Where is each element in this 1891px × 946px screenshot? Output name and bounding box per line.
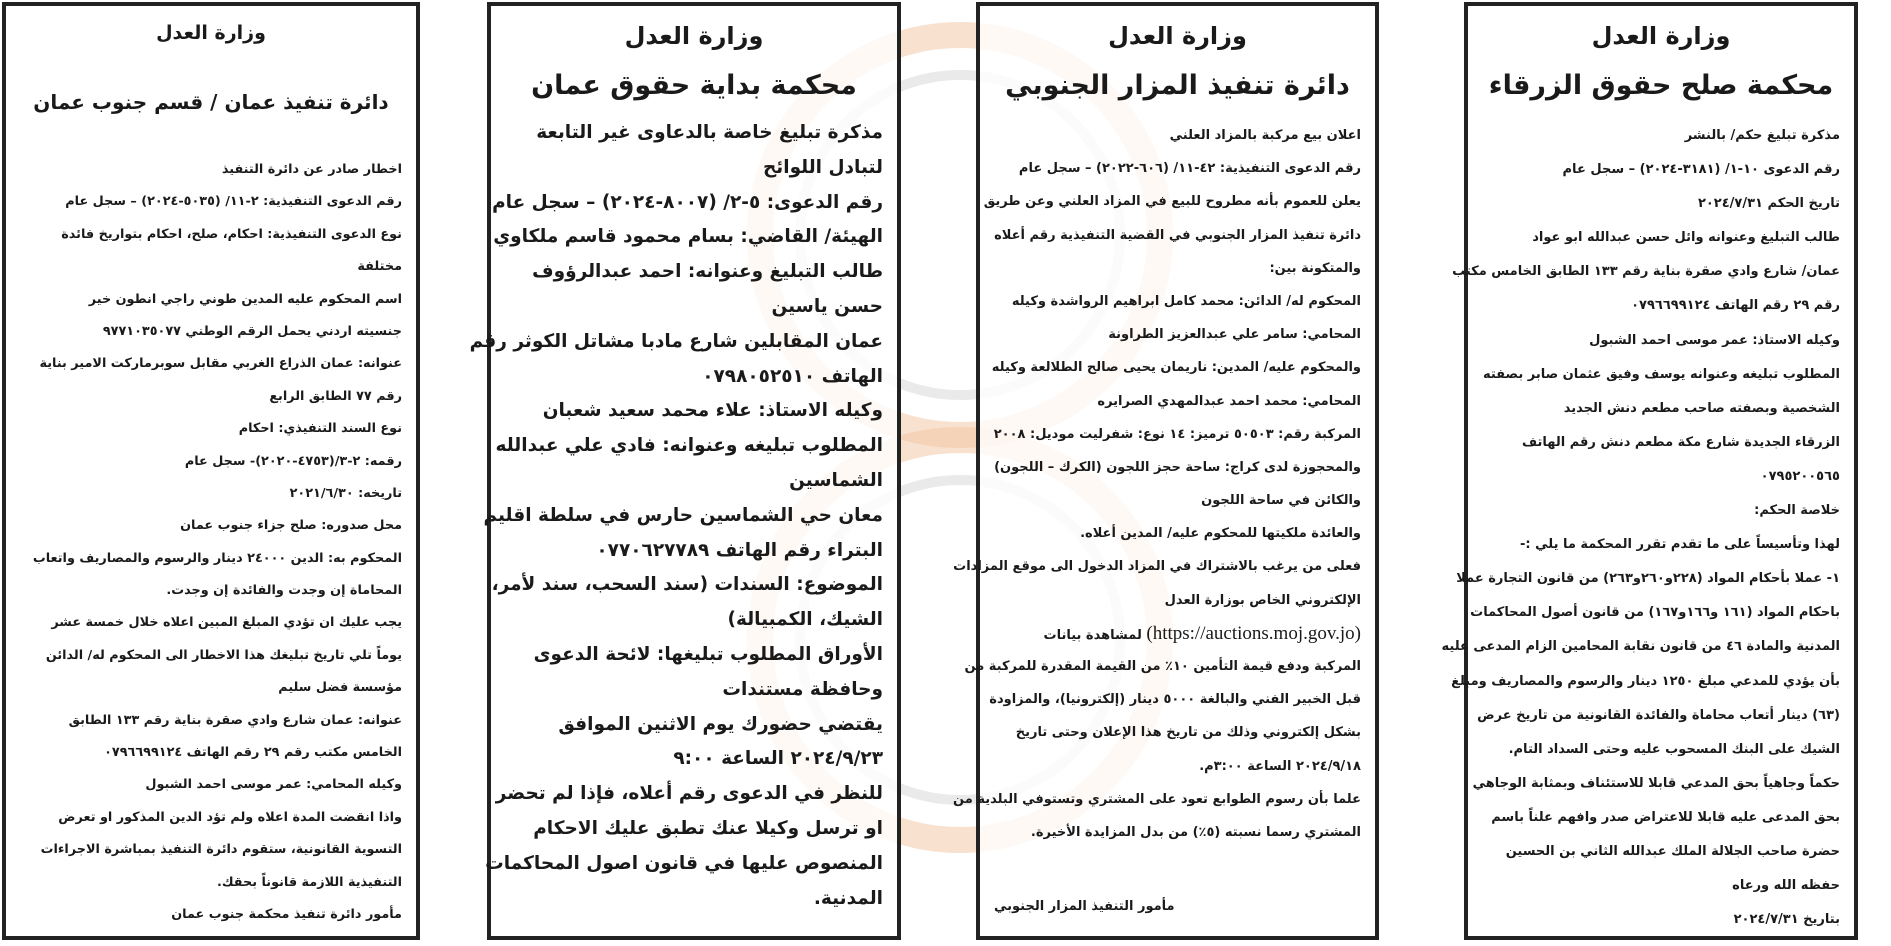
notice-line: وكيله الاستاذ: علاء محمد سعيد شعبان bbox=[542, 400, 883, 422]
notice-line: رقم ٧٧ الطابق الرابع bbox=[269, 388, 402, 404]
notice-line: الهاتف ٠٧٩٨٠٥٢٥١٠ bbox=[702, 365, 883, 387]
notice-line: (https://auctions.moj.gov.jo) لمشاهدة بيانات bbox=[1043, 622, 1361, 644]
notice-mazar-auction bbox=[953, 2, 1379, 940]
notice-line: المنصوص عليها في قانون اصول المحاكمات bbox=[485, 852, 883, 874]
notice-line: بتاريخ ٢٠٢٤/٧/٣١ bbox=[1733, 912, 1840, 928]
notice-line: للنظر في الدعوى رقم أعلاه، فإذا لم تحضر bbox=[495, 783, 883, 805]
notice-line: مذكرة تبليغ حكم/ بالنشر bbox=[1684, 128, 1840, 143]
notice-line: يوماً تلي تاريخ تبليغك هذا الاخطار الى المحكوم له/ الدائن bbox=[45, 647, 402, 663]
notice-ministry-title: وزارة العدل bbox=[624, 22, 764, 50]
notice-line: الشخصية وبصفته صاحب مطعم دنش الجديد bbox=[1563, 400, 1840, 416]
notice-line: والمتكونة بين: bbox=[1269, 260, 1361, 276]
notice-line: جنسيته اردني يحمل الرقم الوطني ٩٧٧١٠٣٥٠٧٧ bbox=[102, 323, 402, 339]
notice-line: اخطار صادر عن دائرة التنفيذ bbox=[221, 162, 402, 177]
notice-line: عمان/ شارع وادي صقرة بناية رقم ١٣٣ الطابق الخامس مكتب bbox=[1452, 264, 1840, 280]
notice-line: المحاماة إن وجدت والفائدة إن وجدت. bbox=[166, 583, 402, 599]
notice-line: طالب التبليغ وعنوانه: احمد عبدالرؤوف bbox=[532, 261, 883, 283]
notice-line: مؤسسة فضل سليم bbox=[278, 680, 402, 696]
notice-line: يجب عليك ان تؤدي المبلغ المبين اعلاه خلال خمسة عشر bbox=[51, 615, 402, 631]
notice-line: مأمور دائرة تنفيذ محكمة جنوب عمان bbox=[171, 906, 402, 922]
notice-line: نوع الدعوى التنفيذية: احكام، صلح، احكام بتواريخ فائدة bbox=[61, 226, 402, 242]
notice-line: عمان المقابلين شارع مادبا مشاتل الكوثر رقم bbox=[469, 330, 883, 352]
notice-line: رقم الدعوى ١٠-١/ (٣١٨١-٢٠٢٤) – سجل عام bbox=[1562, 162, 1840, 178]
notice-line: الشيك، الكمبيالة) bbox=[727, 609, 883, 631]
notice-line: التنفيذية اللازمة قانوناً بحقك. bbox=[217, 874, 402, 890]
notice-line: رقمه: ٢-٣/(٤٧٥٣-٢٠٢٠)- سجل عام bbox=[184, 453, 402, 469]
notice-line: حسن ياسين bbox=[771, 295, 883, 317]
notice-line: قبل الخبير الفني والبالغة ٥٠٠٠ دينار (إلكترونيا)، والمزاودة bbox=[989, 692, 1361, 708]
notice-line: علما بأن رسوم الطوابع تعود على المشتري وتستوفي البلدية من bbox=[953, 791, 1361, 807]
notice-ministry-title: وزارة العدل bbox=[156, 22, 266, 44]
notice-line: حفظه الله ورعاه bbox=[1732, 878, 1840, 894]
notice-line: لتبادل اللوائح bbox=[762, 156, 883, 178]
notice-ministry-title: وزارة العدل bbox=[1591, 22, 1731, 50]
notice-line: ٢٠٢٤/٩/١٨ الساعة ٣:٠٠م. bbox=[1199, 758, 1361, 774]
notice-line: المحامي: محمد احمد عبدالمهدي الصرايره bbox=[1097, 393, 1361, 409]
notice-line: الهيئة/ القاضي: بسام محمود قاسم ملكاوي bbox=[493, 226, 883, 248]
notice-line: والمحكوم عليه/ المدين: ناريمان يحيى صالح الطلالعة وكيله bbox=[991, 360, 1361, 376]
notice-line: الشماسين bbox=[789, 469, 883, 491]
notice-line: المركبة ودفع قيمة التأمين ١٠٪ من القيمة المقدرة للمركبة من bbox=[964, 659, 1361, 674]
notice-line: حضرة صاحب الجلالة الملك عبدالله الثاني بن الحسين bbox=[1505, 843, 1840, 859]
notice-body bbox=[953, 119, 1361, 849]
notice-line: بحق المدعى عليه قابلا للاعتراض صدر وافهم علناً باسم bbox=[1491, 809, 1840, 825]
notice-line: مختلفة bbox=[357, 259, 402, 275]
notice-line: بأن يؤدي للمدعي مبلغ ١٢٥٠ دينار والرسوم والمصاريف ومبلغ bbox=[1451, 673, 1840, 689]
notice-body bbox=[20, 154, 402, 931]
notice-line: تاريخ الحكم ٢٠٢٤/٧/٣١ bbox=[1697, 196, 1840, 212]
notice-line: المحامي: سامر علي عبدالعزيز الطراونة bbox=[1108, 327, 1361, 343]
notice-line: اسم المحكوم عليه المدين طوني راجي انطون خير bbox=[88, 291, 402, 307]
notice-line: لهذا وتأسيساً على ما تقدم تقرر المحكمة ما يلي :- bbox=[1519, 537, 1840, 553]
notice-line: المطلوب تبليغه وعنوانه: فادي علي عبدالله bbox=[495, 435, 883, 457]
notice-line: الأوراق المطلوب تبليغها: لائحة الدعوى bbox=[533, 643, 883, 665]
notice-line: الزرقاء الجديدة شارع مكة مطعم دنش رقم الهاتف bbox=[1522, 434, 1840, 450]
notice-body bbox=[1441, 119, 1840, 937]
notice-line: المشتري رسما نسبته (٥٪) من بدل المزايدة الأخيرة. bbox=[1030, 824, 1361, 840]
notice-line: رقم الدعوى التنفيذية: ٢-١١/ (٥٠٣٥-٢٠٢٤) – سجل عام bbox=[65, 194, 402, 210]
notice-line: والعائدة ملكيتها للمحكوم عليه/ المدين أعلاه. bbox=[1080, 526, 1361, 542]
notice-line: خلاصة الحكم: bbox=[1754, 503, 1840, 519]
notice-line: نوع السند التنفيذي: احكام bbox=[238, 421, 402, 437]
notice-line: ٢٠٢٤/٩/٢٣ الساعة ٩:٠٠ bbox=[673, 748, 883, 770]
notice-line: المدنية والمادة ٤٦ من قانون نقابة المحامين الزام المدعى عليه bbox=[1441, 639, 1840, 655]
notice-body bbox=[469, 115, 883, 915]
notice-line: ٠٧٩٥٢٠٠٥٦٥ bbox=[1760, 468, 1840, 484]
notice-line: التسوية القانونية، ستقوم دائرة التنفيذ بمباشرة الاجراءات bbox=[40, 842, 402, 858]
notice-line: وكيله المحامي: عمر موسى احمد الشبول bbox=[145, 777, 402, 793]
notice-line: دائرة تنفيذ المزار الجنوبي في القضية التنفيذية رقم أعلاه bbox=[994, 227, 1361, 243]
notice-line: الإلكتروني الخاص بوزارة العدل bbox=[1164, 592, 1361, 608]
notice-line: حكماً وجاهياً بحق المدعي قابلا للاستئناف وبمثابة الوجاهي bbox=[1472, 775, 1840, 791]
notice-line: طالب التبليغ وعنوانه وائل حسن عبدالله ابو عواد bbox=[1532, 230, 1840, 246]
notice-line: رقم الدعوى التنفيذية: ٤٢-١١/ (٦٠٦-٢٠٢٢) – سجل عام bbox=[1018, 161, 1361, 177]
notice-line: تاريخه: ٢٠٢١/٦/٣٠ bbox=[289, 485, 402, 501]
notice-signature: مأمور التنفيذ المزار الجنوبي bbox=[994, 899, 1175, 914]
notice-line: المطلوب تبليغه وعنوانه يوسف وفيق عثمان صابر بصفته bbox=[1482, 366, 1840, 382]
notice-heading: دائرة تنفيذ المزار الجنوبي bbox=[1005, 70, 1350, 101]
notice-line: البتراء رقم الهاتف ٠٧٧٠٦٢٧٧٨٩ bbox=[596, 539, 883, 561]
notice-line: رقم الدعوى: ٥-٢/ (٨٠٠٧-٢٠٢٤) – سجل عام bbox=[492, 191, 883, 213]
notice-line: وحافظة مستندات bbox=[722, 678, 883, 700]
notice-line: معان حي الشماسين حارس في سلطة اقليم bbox=[483, 504, 883, 526]
notice-heading: محكمة بداية حقوق عمان bbox=[531, 70, 857, 101]
notice-line: الخامس مكتب رقم ٢٩ رقم الهاتف ٠٧٩٦٦٩٩١٢٤ bbox=[104, 745, 402, 761]
notice-line: والكائن في ساحة اللجون bbox=[1201, 493, 1361, 509]
notice-line: بشكل إلكتروني وذلك من تاريخ هذا الإعلان وحتى تاريخ bbox=[1015, 725, 1361, 741]
notice-heading: دائرة تنفيذ عمان / قسم جنوب عمان bbox=[33, 90, 389, 114]
notice-line: المحكوم له/ الدائن: محمد كامل ابراهيم الرواشدة وكيله bbox=[1011, 293, 1361, 309]
notice-line: المدنية. bbox=[813, 887, 883, 909]
auction-url-link[interactable]: (https://auctions.moj.gov.jo) bbox=[1146, 622, 1361, 644]
notice-line: محل صدوره: صلح جزاء جنوب عمان bbox=[180, 518, 402, 534]
notice-ministry-title: وزارة العدل bbox=[1108, 22, 1247, 50]
notice-line: المركبة رقم: ٥٠٥٠٣ ترميز: ١٤ نوع: شفرليت موديل: ٢٠٠٨ bbox=[993, 426, 1361, 442]
notice-line: يقتضي حضورك يوم الاثنين الموافق bbox=[558, 713, 883, 735]
notice-line: المحكوم به: الدين ٢٤٠٠٠ دينار والرسوم والمصاريف واتعاب bbox=[32, 550, 402, 566]
notice-heading: محكمة صلح حقوق الزرقاء bbox=[1488, 70, 1834, 101]
notice-line: وكيله الاستاذ: عمر موسى احمد الشبول bbox=[1589, 332, 1840, 348]
notice-zarqa-civil-court bbox=[1441, 2, 1858, 940]
notice-line: (٦٣) دينار أتعاب محاماة والفائدة القانونية من تاريخ عرض bbox=[1477, 707, 1840, 723]
notice-line: باحكام المواد (١٦١ و١٦٦و١٦٧) من قانون أصول المحاكمات bbox=[1470, 605, 1840, 621]
notice-line: الشيك على البنك المسحوب عليه وحتى السداد التام. bbox=[1508, 741, 1840, 757]
notice-line: او ترسل وكيلا عنك تطبق عليك الاحكام bbox=[533, 817, 883, 839]
notice-line: مذكرة تبليغ خاصة بالدعاوى غير التابعة bbox=[536, 122, 883, 143]
notice-line: ١- عملا بأحكام المواد (٢٢٨و٢٦٠و٢٦٣) من قانون التجارة عملا bbox=[1456, 571, 1840, 587]
notice-line: والمحجوزة لدى كراج: ساحة حجز اللجون (الكرك – اللجون) bbox=[994, 459, 1361, 475]
notice-amman-first-instance bbox=[469, 2, 901, 940]
notice-south-amman-execution bbox=[2, 2, 420, 940]
notice-line: عنوانه: عمان الذراع الغربي مقابل سوبرماركت الامير بناية bbox=[39, 356, 402, 372]
notice-line: اعلان بيع مركبة بالمزاد العلني bbox=[1169, 128, 1361, 143]
notice-line: عنوانه: عمان شارع وادي صقرة بناية رقم ١٣٣ الطابق bbox=[68, 712, 402, 728]
notice-line: واذا انقضت المدة اعلاه ولم تؤد الدين المذكور او تعرض bbox=[58, 809, 402, 825]
notice-line: يعلن للعموم بأنه مطروح للبيع في المزاد العلني وعن طريق bbox=[983, 194, 1361, 210]
notice-line: الموضوع: السندات (سند السحب، سند لأمر، bbox=[491, 574, 883, 596]
notice-line: رقم ٢٩ رقم الهاتف ٠٧٩٦٦٩٩١٢٤ bbox=[1631, 298, 1840, 314]
notice-line: فعلى من يرغب بالاشتراك في المزاد الدخول الى موقع المزادات bbox=[953, 559, 1361, 575]
